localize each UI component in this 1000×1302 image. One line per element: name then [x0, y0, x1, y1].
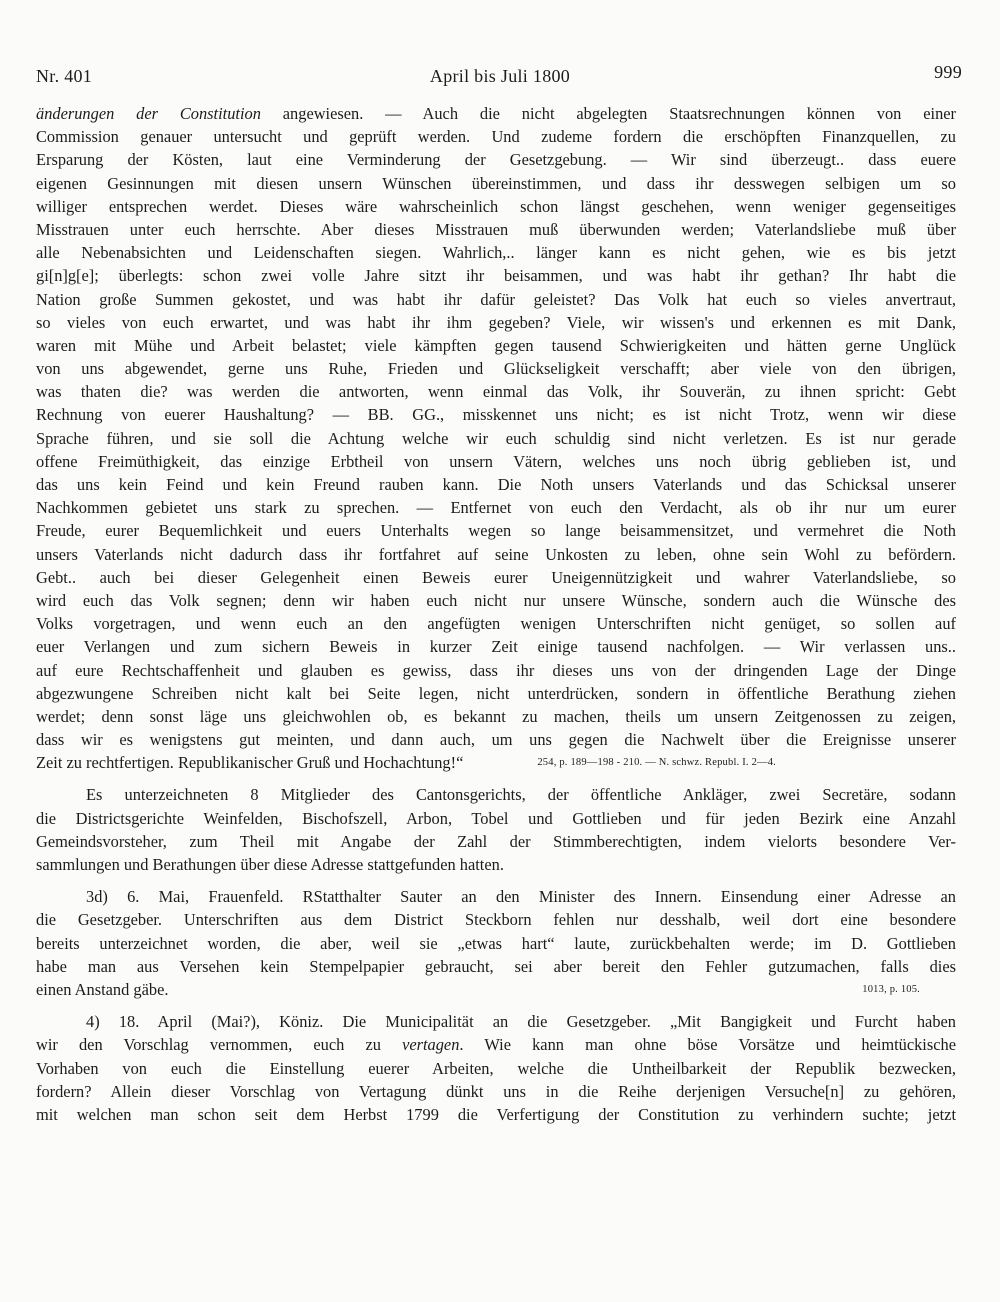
text-line: was thaten die? was werden die antworten, wenn einmal das Volk, ihr Souverän, zu ihnen spricht: Gebt [36, 382, 956, 402]
text-line: mit welchen man schon seit dem Herbst 1799 die Verfertigung der Constitution zu verhindern suchte; jetzt [36, 1104, 956, 1124]
body-text [36, 102, 956, 1126]
document-number: Nr. 401 [36, 66, 93, 86]
text-line: Ersparung der Kösten, laut eine Verminderung der Gesetzgebung. — Wir sind überzeugt.. dass euere [36, 150, 956, 170]
text-line: werdet; denn sonst läge uns gleichwohlen ob, es bekannt zu machen, theils um unsern Zeitgenossen zu zeigen, [36, 706, 956, 726]
text-line: Nachkommen gebietet uns stark zu sprechen. — Entfernet von euch den Verdacht, als ob ihr nur um eurer [36, 498, 956, 518]
text-line: Rechnung von euerer Haushaltung? — BB. GG., misskennet uns nicht; es ist nicht Trotz, wenn wir diese [36, 405, 956, 425]
text-line: eigenen Gesinnungen mit diesen unsern Wünschen übereinstimmen, und dass ihr desswegen selbigen um so [36, 173, 956, 193]
text-line: alle Nebenabsichten und Leidenschaften siegen. Wahrlich,.. länger kann es nicht gehen, wie es bis jetzt [36, 243, 956, 263]
text-line: Es unterzeichneten 8 Mitglieder des Cantonsgerichts, der öffentliche Ankläger, zwei Secretäre, sodann [86, 785, 956, 805]
text-line-end: sammlungen und Berathungen über diese Adresse stattgefunden hatten. [36, 855, 504, 874]
text-line: änderungen der Constitution angewiesen. — Auch die nicht abgelegten Staatsrechnungen können von einer [36, 104, 956, 123]
text-line: Gebt.. auch bei dieser Gelegenheit einen Beweis eurer Uneigennützigkeit und wahrer Vaterlandsliebe, so [36, 567, 956, 587]
text-line: williger entsprechen werdet. Dieses wäre wahrscheinlich schon längst geschehen, wenn weniger gegenseitiges [36, 196, 956, 216]
text-line: das uns kein Feind und kein Freund rauben kann. Die Noth unsers Vaterlands und das Schicksal unserer [36, 475, 956, 494]
text-line: abgezwungene Schreiben nicht kalt bei Seite legen, nicht unterdrücken, sondern in öffentliche Berathung ziehen [36, 683, 956, 703]
paragraph-last-line [36, 853, 956, 876]
text-line: habe man aus Versehen kein Stempelpapier gebraucht, sei aber bereit den Fehler gutzumachen, falls dies [36, 956, 956, 976]
paragraph-last-line [36, 751, 956, 774]
running-title: April bis Juli 1800 [429, 66, 571, 86]
text-line: Commission genauer untersucht und geprüft werden. Und zudeme fordern die erschöpften Finanzquellen, zu [36, 127, 956, 147]
text-line: bereits unterzeichnet worden, die aber, weil sie „etwas hart“ laute, zurückbehalten werde; im D. Gottlieben [36, 933, 956, 953]
text-line: 4) 18. April (Mai?), Köniz. Die Municipalität an die Gesetzgeber. „Mit Bangigkeit und Furcht haben [86, 1012, 956, 1032]
source-reference: 1013, p. 105. [862, 983, 920, 995]
text-line: wird euch das Volk segnen; denn wir haben euch nicht nur unsere Wünsche, sondern auch die Wünsche des [36, 590, 956, 610]
text-line: Nation große Summen gekostet, und was habt ihr dafür geleistet? Das Volk hat euch so vieles anvertraut, [36, 289, 956, 309]
text-line: Volks vorgetragen, und wenn euch an den angefügten wenigen Unterschriften nicht genüget, so sollen auf [36, 614, 956, 634]
text-line: so vieles von euch erwartet, und was habt ihr ihm gegeben? Viele, wir wissen's und erkennen es mit Dank, [36, 312, 956, 332]
source-reference: 254, p. 189—198 - 210. — N. schwz. Republ. I. 2—4. [537, 757, 776, 769]
paragraph-last-line [36, 978, 956, 1001]
text-line: dass wir es wenigstens gut meinten, und dann auch, um uns gegen die Nachwelt über die Ereignisse unserer [36, 730, 956, 750]
text-line: Freude, eurer Bequemlichkeit und euers Unterhalts wegen so lange beisammensitzet, und vermehret die Noth [36, 521, 956, 541]
page-number: 999 [934, 62, 962, 82]
text-line: Vorhaben von euch die Einstellung euerer Arbeiten, welche die Untheilbarkeit der Republik bezwecken, [36, 1058, 956, 1078]
text-line: fordern? Allein dieser Vorschlag von Vertagung dünkt uns in die Reihe derjenigen Versuche[n] zu gehören, [36, 1081, 956, 1101]
text-line: offene Freimüthigkeit, das einzige Erbtheil von unsern Vätern, welches uns noch übrig geblieben ist, und [36, 451, 956, 471]
text-line: Sprache führen, und sie soll die Achtung welche wir euch schuldig sind nicht verletzen. Es ist nur gerade [36, 428, 956, 448]
text-line: 3d) 6. Mai, Frauenfeld. RStatthalter Sauter an den Minister des Innern. Einsendung einer Adresse an [86, 887, 956, 907]
text-line: die Districtsgerichte Weinfelden, Bischofszell, Arbon, Tobel und Gottlieben und für jeden Bezirk eine Anzahl [36, 808, 956, 828]
text-line: auf eure Rechtschaffenheit und glauben es gewiss, dass ihr dieses uns von der dringenden Lage der Dinge [36, 660, 956, 680]
text-line: waren mit Mühe und Arbeit belastet; viele kämpften gegen tausend Schwierigkeiten und hätten gerne Unglück [36, 335, 956, 355]
text-line: Gemeindsvorsteher, zum Theil mit Angabe der Zahl der Stimmberechtigten, indem vielorts besondere Ver- [36, 831, 956, 851]
text-line-end: einen Anstand gäbe. [36, 979, 169, 999]
text-line: unsers Vaterlands nicht dadurch dass ihr fortfahret auf seine Unkosten zu leben, ohne sein Wohl zu befördern. [36, 544, 956, 564]
text-line: Misstrauen unter euch herrschte. Aber dieses Misstrauen muß überwunden werden; Vaterlandsliebe muß über [36, 219, 956, 239]
text-line-end: Zeit zu rechtfertigen. Republikanischer Gruß und Hochachtung!“ [36, 753, 464, 773]
text-line: gi[n]g[e]; überlegts: schon zwei volle Jahre sitzt ihr beisammen, und was habt ihr gethan? Ihr habt die [36, 266, 956, 286]
text-line: euer Verlangen und zum sichern Beweis in kurzer Zeit einige tausend nachfolgen. — Wir verlassen uns.. [36, 637, 956, 657]
text-line: wir den Vorschlag vernommen, euch zu vertagen. Wie kann man ohne böse Vorsätze und heimtückische [36, 1035, 956, 1055]
text-line: von uns abgewendet, gerne uns Ruhe, Frieden und Glückseligkeit verschafft; aber viele von den übrigen, [36, 359, 956, 379]
text-line: die Gesetzgeber. Unterschriften aus dem District Steckborn fehlen nur desshalb, weil dort eine besondere [36, 910, 956, 930]
